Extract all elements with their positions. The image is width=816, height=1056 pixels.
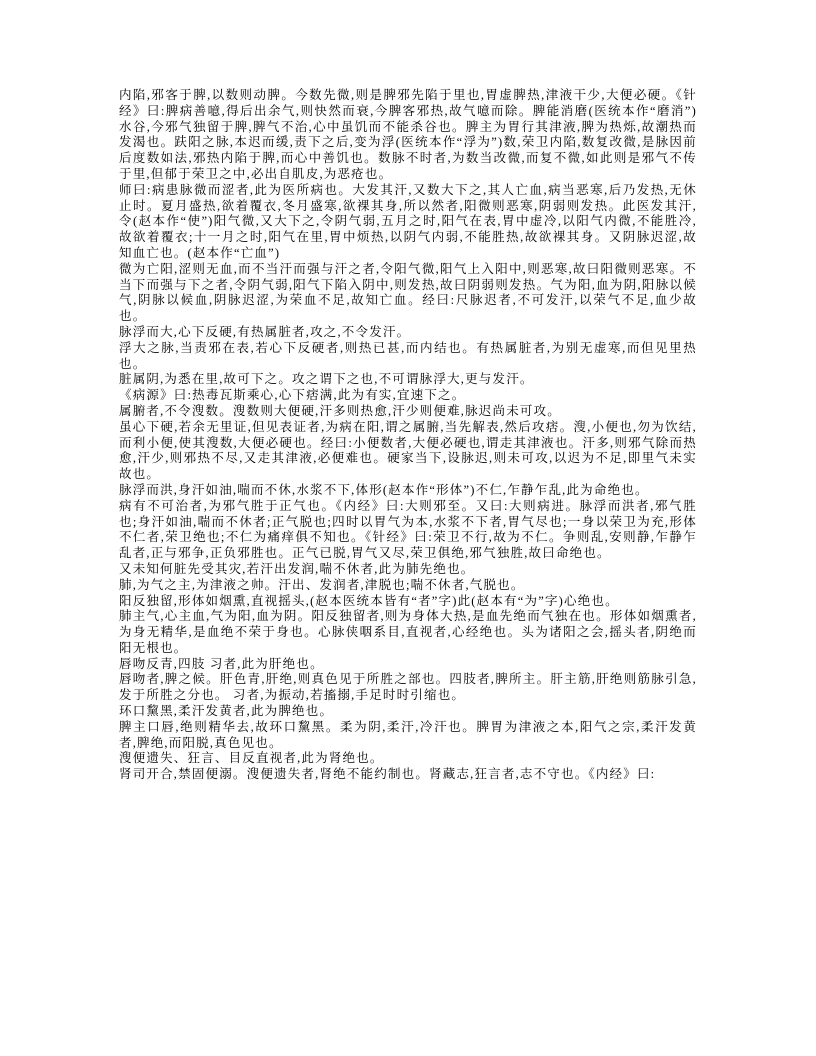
paragraph: 微为亡阳,涩则无血,而不当汗而强与汗之者,令阳气微,阳气上入阳中,则恶寒,故曰阳微则恶寒。不当下而强与下之者,令阴气弱,阳气下陷入阴中,则发热,故曰阴弱则发热。气为阳,血为阴,阳脉以候气,阴脉以候血,阴脉迟涩,为荣血不足,故知亡血。经曰:尺脉迟者,不可发汗,以荣气不足,血少故也。 <box>119 261 697 324</box>
paragraph: 师曰:病患脉微而涩者,此为医所病也。大发其汗,又数大下之,其人亡血,病当恶寒,后乃发热,无休止时。夏月盛热,欲着覆衣,冬月盛寒,欲裸其身,所以然者,阳微则恶寒,阴弱则发热。此医发其汗,令(赵本作“使”)阳气微,又大下之,令阴气弱,五月之时,阳气在表,胃中虚冷,以阳气内微,不能胜冷,故欲着覆衣;十一月之时,阳气在里,胃中烦热,以阴气内弱,不能胜热,故欲裸其身。又阴脉迟涩,故知血亡也。(赵本作“亡血”) <box>119 182 697 260</box>
paragraph: 环口黧黑,柔汗发黄者,此为脾绝也。 <box>119 704 334 719</box>
paragraph: 肾司开合,禁固便溺。溲便遗失者,肾绝不能约制也。肾藏志,狂言者,志不守也。《内经》曰: <box>119 767 656 782</box>
paragraph: 脏属阴,为悉在里,故可下之。攻之谓下之也,不可谓脉浮大,更与发汗。 <box>119 372 534 387</box>
paragraph: 脾主口唇,绝则精华去,故环口黧黑。柔为阴,柔汗,冷汗也。脾胃为津液之本,阳气之宗,柔汗发黄者,脾绝,而阳脱,真色见也。 <box>119 719 697 750</box>
paragraph: 病有不可治者,为邪气胜于正气也。《内经》曰:大则邪至。又曰:大则病进。脉浮而洪者,邪气胜也;身汗如油,喘而不休者;正气脱也;四时以胃气为本,水浆不下者,胃气尽也;一身以荣卫为充,形体不仁者,荣卫绝也;不仁为痛痒俱不知也。《针经》曰:荣卫不行,故为不仁。争则乱,安则静,乍静乍乱者,正与邪争,正负邪胜也。正气已脱,胃气又尽,荣卫俱绝,邪气独胜,故曰命绝也。 <box>119 498 697 561</box>
paragraph: 脉浮而洪,身汗如油,喘而不休,水浆不下,体形(赵本作“形体”)不仁,乍静乍乱,此为命绝也。 <box>119 482 649 497</box>
paragraph: 又未知何脏先受其灾,若汗出发润,喘不休者,此为肺先绝也。 <box>119 561 475 576</box>
paragraph: 脉浮而大,心下反硬,有热属脏者,攻之,不令发汗。 <box>119 324 411 339</box>
paragraph: 阳反独留,形体如烟熏,直视摇头,(赵本医统本皆有“者”字)此(赵本有“为”字)心绝也。 <box>119 593 619 608</box>
paragraph: 唇吻者,脾之候。肝色青,肝绝,则真色见于所胜之部也。四肢者,脾所主。肝主筋,肝绝则筋脉引急,发于所胜之分也。 习者,为振动,若搐搦,手足时时引缩也。 <box>119 672 697 703</box>
paragraph: 溲便遗失、狂言、目反直视者,此为肾绝也。 <box>119 751 384 766</box>
paragraph: 虽心下硬,若余无里证,但见表证者,为病在阳,谓之属腑,当先解表,然后攻痞。溲,小便也,勿为饮结,而利小便,使其溲数,大便必硬也。经曰:小便数者,大便必硬也,谓走其津液也。汗多,则邪气除而热愈,汗少,则邪热不尽,又走其津液,必便难也。硬家当下,设脉迟,则未可攻,以迟为不足,即里气未实故也。 <box>119 419 697 482</box>
document-text <box>119 88 697 783</box>
paragraph: 肺主气,心主血,气为阳,血为阴。阳反独留者,则为身体大热,是血先绝而气独在也。形体如烟熏者,为身无精华,是血绝不荣于身也。心脉侠咽系目,直视者,心经绝也。头为诸阳之会,摇头者,阴绝而阳无根也。 <box>119 609 697 655</box>
paragraph: 《病源》曰:热毒瓦斯乘心,心下痞满,此为有实,宜速下之。 <box>119 388 466 403</box>
paragraph: 属腑者,不令溲数。溲数则大便硬,汗多则热愈,汗少则便难,脉迟尚未可攻。 <box>119 403 562 418</box>
paragraph: 肺,为气之主,为津液之帅。汗出、发润者,津脱也;喘不休者,气脱也。 <box>119 577 525 592</box>
paragraph: 唇吻反青,四肢 习者,此为肝绝也。 <box>119 656 324 671</box>
paragraph: 内陷,邪客于脾,以数则动脾。今数先微,则是脾邪先陷于里也,胃虚脾热,津液干少,大便必硬。《针经》曰:脾病善噫,得后出余气,则快然而衰,今脾客邪热,故气噫而除。脾能消磨(医统本作“磨消”)水谷,今邪气独留于脾,脾气不治,心中虽饥而不能杀谷也。脾主为胃行其津液,脾为热烁,故潮热而发渴也。趺阳之脉,本迟而缓,责下之后,变为浮(医统本作“浮为”)数,荣卫内陷,数复改微,是脉因前后度数如法,邪热内陷于脾,而心中善饥也。数脉不时者,为数当改微,而复不微,如此则是邪气不传于里,但郁于荣卫之中,必出自肌皮,为恶疮也。 <box>119 88 697 181</box>
paragraph: 浮大之脉,当责邪在表,若心下反硬者,则热已甚,而内结也。有热属脏者,为别无虚寒,而但见里热也。 <box>119 340 697 371</box>
